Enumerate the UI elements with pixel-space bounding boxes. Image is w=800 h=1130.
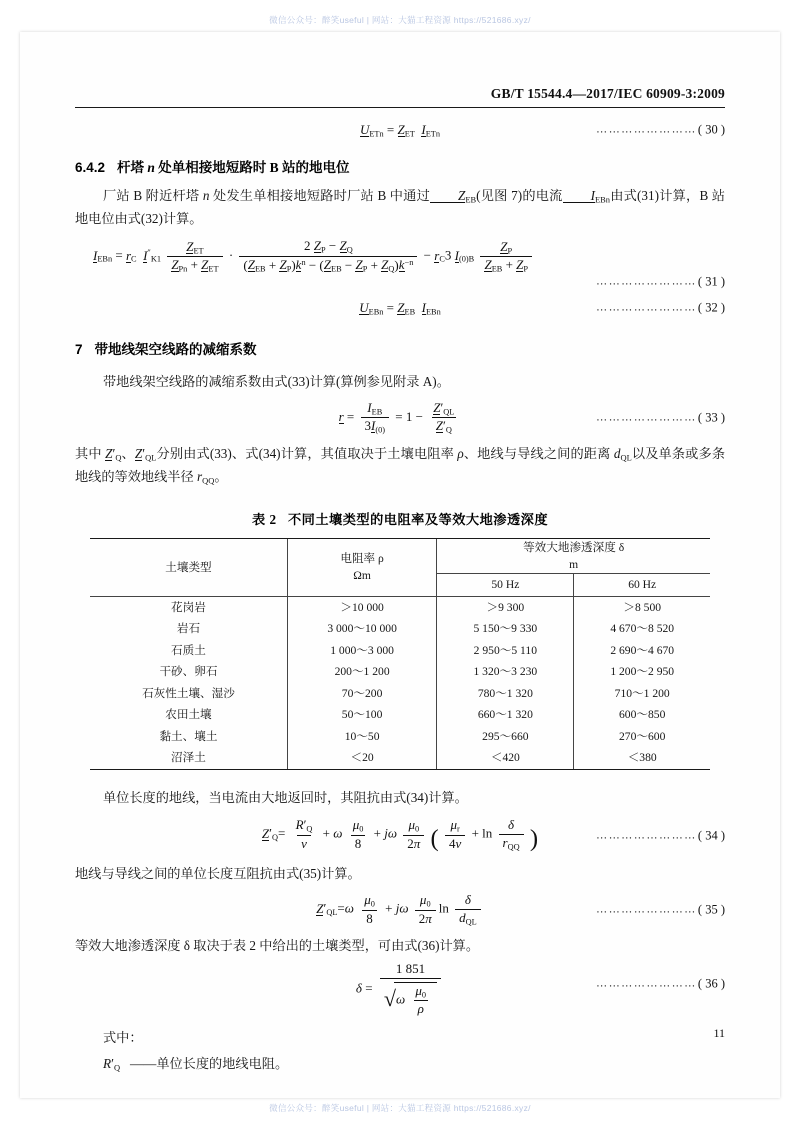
table-2-caption-title: 不同土壤类型的电阻率及等效大地渗透深度 [287,511,549,527]
cell-resistivity: 10～50 [287,726,436,748]
equation-36-row [75,962,725,1018]
cell-depth-50hz: 780～1 320 [437,683,574,705]
cell-resistivity: ＞10 000 [287,596,436,618]
equation-33-number: ……………………( 33 ) [596,410,725,425]
equation-31-row [75,239,725,274]
equation-34-row [75,814,725,858]
cell-depth-60hz: 270～600 [574,726,710,748]
table-row [90,596,710,618]
equation-31-body: $I_{EBn} = r_C$ $I''_{K1}$ $\frac{Z_{ET}}{Z_{Pn} + Z_{ET}}$ · $\frac{2 Z_P - Z_Q}{(Z_{EB} + Z_P)k^n - (Z_{EB} - Z_P + Z_Q)k^{-n}}$ − $r_C3$ $I_{(0)B}$ $\frac{Z_P}{Z_{EB} + Z_P}$ [93,239,535,274]
cell-depth-50hz: ＜420 [437,747,574,769]
cell-soil-type: 黏土、壤土 [159,729,218,743]
cell-depth-60hz: 4 670～8 520 [574,618,710,640]
equation-32-row [75,296,725,320]
table-row [90,683,710,705]
section-7-heading [75,338,725,358]
equation-34-dots: …………………… [596,829,697,842]
equation-35-dots: …………………… [596,903,697,916]
page-number: 11 [713,1026,725,1040]
cell-depth-50hz: 660～1 320 [437,704,574,726]
table-row [90,618,710,640]
table-row [90,704,710,726]
header-depth-line1: 等效大地渗透深度 δ [523,540,625,554]
section-7-paragraph: 带地线架空线路的减缩系数由式(33)计算(算例参见附录 A)。 [103,373,450,389]
table-2-head [90,538,710,596]
header-soil-type: 土壤类型 [90,538,287,596]
watermark-bottom: 微信公众号：醉笑useful | 网站：大猫工程资源 https://521686.xyz/ [269,1103,531,1113]
cell-depth-50hz: 1 320～3 230 [437,661,574,683]
cell-resistivity: 200～1 200 [287,661,436,683]
cell-resistivity: 50～100 [287,704,436,726]
equation-36-number: ……………………( 36 ) [596,976,725,991]
section-6-4-2-paragraph: 厂站 B 附近杆塔 n 处发生单相接地短路时厂站 B 中通过 $Z_{EB}$(见图 7)的电流 $I_{EBn}$由式(31)计算，B 站地电位由式(32)计算。 [75,188,725,227]
equation-30-body: $U_{ETn} = Z_{ET}$ $I_{ETn}$ [359,121,441,139]
header-depth [437,538,710,573]
equation-35-number: ……………………( 35 ) [596,902,725,917]
cell-depth-50hz: 295～660 [437,726,574,748]
section-7-number: 7 [75,341,83,357]
equation-31-number-row [75,274,725,290]
table-row [90,661,710,683]
cell-soil-type: 沼泽土 [90,747,287,769]
table-row [90,726,710,748]
header-freq-50: 50 Hz [437,573,574,596]
cell-soil-type: 石质土 [171,643,206,657]
section-7-paragraph-2: 其中 $Z'_Q$、$Z'_{QL}$分别由式(33)、式(34)计算，其值取决于土壤电阻率 ρ、地线与导线之间的距离 $d_{QL}$以及单条或多条地线的等效地线半径 $r_{QQ}$。 [75,445,726,486]
section-6-4-2-number: 6.4.2 [75,160,106,175]
equation-35-row [75,890,725,930]
cell-soil-type: 干砂、卵石 [159,665,218,679]
header-resistivity [287,538,436,596]
equation-31-number: ……………………( 31 ) [596,274,725,289]
table-2-caption-label: 表 2 [251,511,277,527]
symbol-definition-rq: $R'_Q$ ——单位长度的地线电阻。 [103,1055,289,1072]
header-depth-line2: m [569,557,579,571]
section-6-4-2-heading [75,156,725,176]
cell-depth-50hz: ＞9 300 [437,596,574,618]
equation-32-dots: …………………… [596,301,697,314]
cell-depth-60hz: ＞8 500 [574,596,710,618]
equation-30-number: ……………………( 30 ) [596,122,725,137]
equation-35-body: $Z'_{QL}=\omega$ $\frac{\mu_0}{8}$ + jω $\frac{\mu_0}{2\pi}$ ln $\frac{\delta}{d_{QL}}$ [316,893,484,926]
equation-33-body: r = $\frac{I_{EB}}{3I_{(0)}}$ = 1 − $\frac{Z'_{QL}}{Z'_Q}$ [338,399,455,435]
equation-32-body: $U_{EBn} = Z_{EB}$ $I_{EBn}$ [359,299,441,317]
cell-soil-type: 岩石 [176,622,201,636]
cell-resistivity: 3 000～10 000 [287,618,436,640]
table-2-soil-resistivity [90,538,710,770]
table-row [90,640,710,662]
equation-34-body: $Z'_Q=$ $\frac{R'_Q}{v}$ + ω $\frac{\mu_0}{8}$ + jω $\frac{\mu_0}{2\pi}$ ( $\frac{\mu_r}{4v}$ + ln $\frac{\delta}{r_{QQ}}$ ) [261,817,539,853]
equation-31-dots: …………………… [596,275,697,288]
where-label: 式中： [103,1029,143,1045]
equation-30-dots: …………………… [596,123,697,136]
equation-34-number: ……………………( 34 ) [596,828,725,843]
text-before-eq36: 等效大地渗透深度 δ 取决于表 2 中给出的土壤类型，可由式(36)计算。 [75,937,480,953]
header-freq-60: 60 Hz [574,573,710,596]
cell-resistivity: 70～200 [287,683,436,705]
cell-depth-60hz: 2 690～4 670 [574,640,710,662]
text-before-eq34: 单位长度的地线，当电流由大地返回时，其阻抗由式(34)计算。 [103,789,468,805]
table-2-caption [75,509,725,528]
equation-36-dots: …………………… [596,977,697,990]
cell-soil-type: 石灰性土壤、湿沙 [142,686,235,700]
header-resistivity-line2: Ωm [353,569,371,583]
cell-soil-type: 农田土壤 [165,708,212,722]
symbol-definition-text: ——单位长度的地线电阻。 [129,1055,289,1071]
table-2-header-row-1 [90,538,710,573]
cell-resistivity: ＜20 [287,747,436,769]
cell-depth-60hz: 710～1 200 [574,683,710,705]
equation-30-row [75,118,725,142]
cell-depth-50hz: 5 150～9 330 [437,618,574,640]
text-before-eq35: 地线与导线之间的单位长度互阻抗由式(35)计算。 [75,865,361,881]
cell-depth-60hz: 1 200～2 950 [574,661,710,683]
watermark-top: 微信公众号：醉笑useful | 网站：大猫工程资源 https://521686.xyz/ [269,15,531,25]
section-6-4-2-title: 杆塔 n 处单相接地短路时 B 站的地电位 [117,160,350,175]
standard-number-header: GB/T 15544.4—2017/IEC 60909-3:2009 [490,86,725,101]
equation-33-row [75,398,725,438]
page-content [75,118,725,1077]
equation-32-number: ……………………( 32 ) [596,300,725,315]
cell-depth-50hz: 2 950～5 110 [437,640,574,662]
table-2-body [90,596,710,769]
section-7-title: 带地线架空线路的减缩系数 [94,341,257,357]
cell-depth-60hz: ＜380 [574,747,710,769]
cell-resistivity: 1 000～3 000 [287,640,436,662]
equation-36-body: δ = 1 851 √ ω $\frac{\mu_0}{\rho}$ [356,962,444,1017]
cell-depth-60hz: 600～850 [574,704,710,726]
header-divider [75,107,725,108]
cell-soil-type: 花岗岩 [171,600,206,614]
table-row [90,747,710,769]
header-resistivity-line1: 电阻率 ρ [340,552,384,566]
equation-33-dots: …………………… [596,411,697,424]
